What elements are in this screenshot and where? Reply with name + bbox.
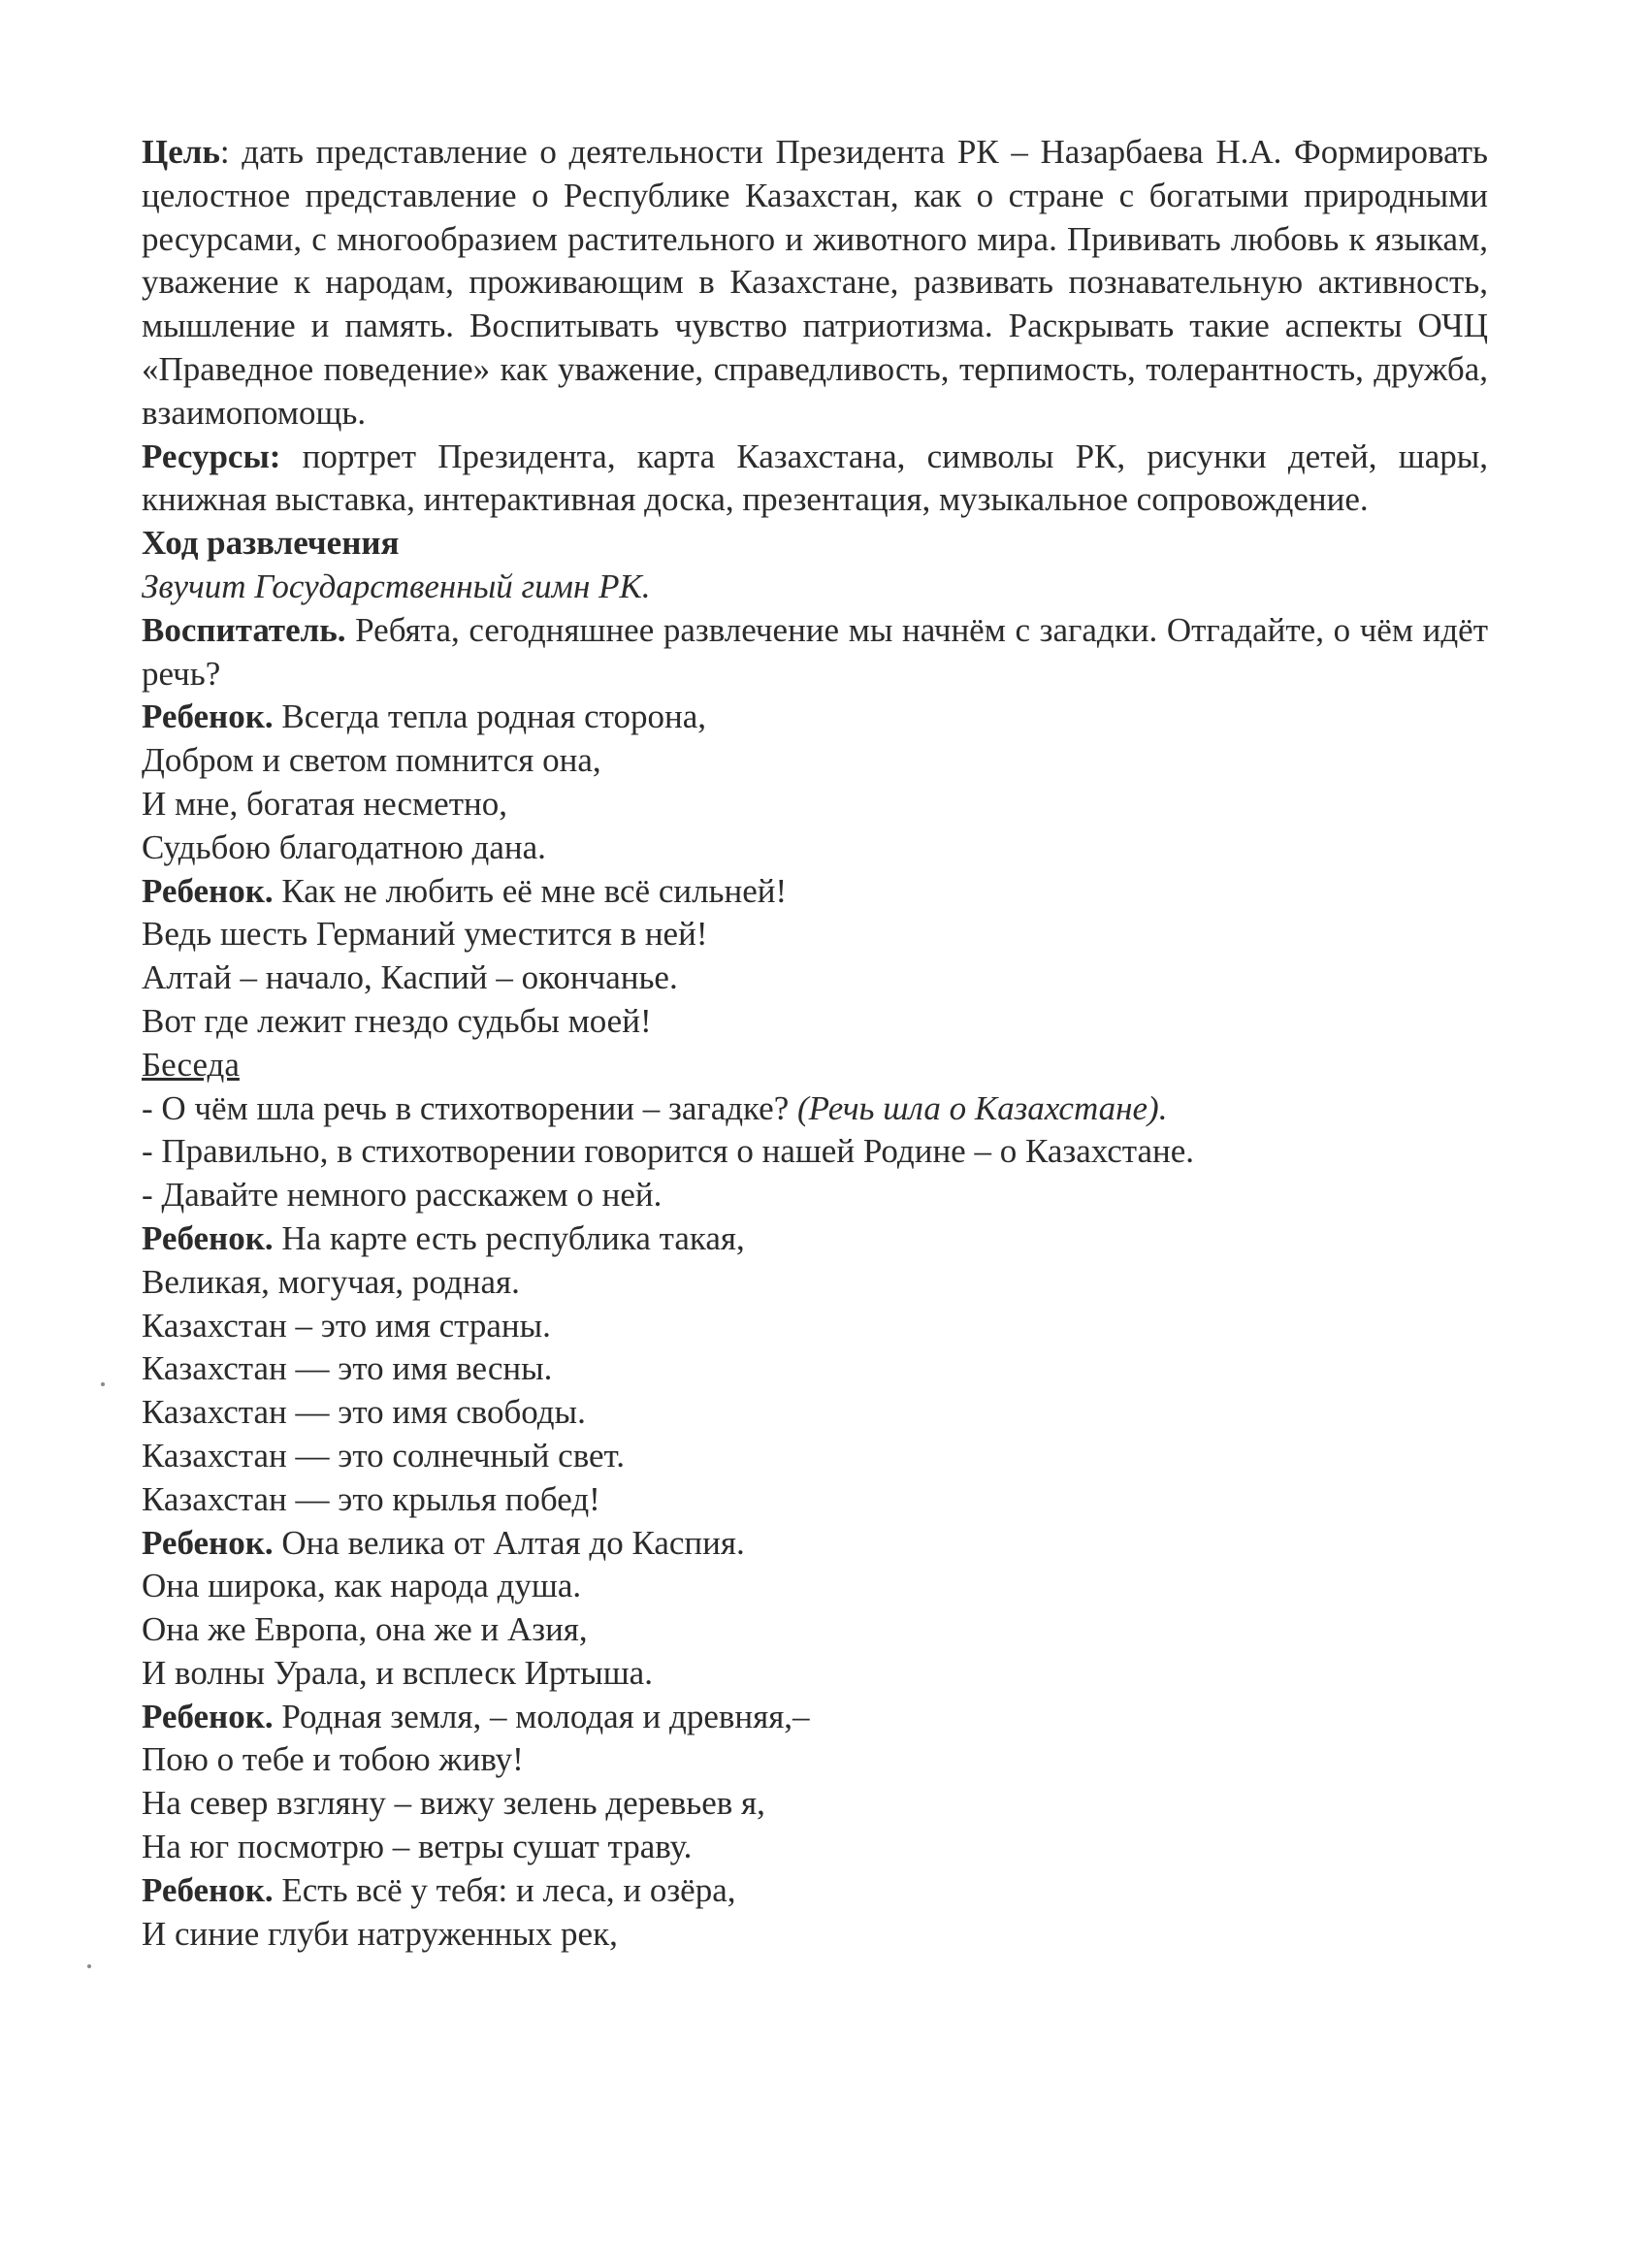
- poem-line: Ребенок. Родная земля, – молодая и древняя,–: [142, 1697, 810, 1735]
- conversation-line: - Правильно, в стихотворении говорится о нашей Родине – о Казахстане.: [142, 1132, 1195, 1171]
- child-label: Ребенок.: [142, 1697, 274, 1735]
- poem-line: Ведь шесть Германий уместится в ней!: [142, 915, 708, 954]
- document-page: [142, 131, 1488, 1956]
- child-label: Ребенок.: [142, 1523, 274, 1562]
- goal-paragraph: [142, 131, 1488, 436]
- poem-line: Ребенок. Всегда тепла родная сторона,: [142, 697, 707, 736]
- poem-line: Пою о тебе и тобою живу!: [142, 1740, 524, 1779]
- conversation-line: - Давайте немного расскажем о ней.: [142, 1176, 663, 1215]
- poem-line: Казахстан — это имя весны.: [142, 1349, 553, 1388]
- poem-line: Казахстан — это солнечный свет.: [142, 1436, 625, 1474]
- poem-line: Ребенок. Она велика от Алтая до Каспия.: [142, 1523, 745, 1562]
- goal-text: : дать представление о деятельности Президента РК – Назарбаева Н.А. Формировать целостное представление о Республике Казахстан, как о стране с богатыми природными ресурсами, с многообразием растительного и животного мира. Прививать любовь к языкам, уважение к народам, проживающим в Казахстане, развивать познавательную активность, мышление и память. Воспитывать чувство патриотизма. Раскрывать такие аспекты ОЧЦ «Праведное поведение» как уважение, справедливость, терпимость, толерантность, дружба, взаимопомощь.: [142, 133, 1488, 432]
- child-label: Ребенок.: [142, 697, 274, 736]
- conversation-question: - О чём шла речь в стихотворении – загадке? (Речь шла о Казахстане).: [142, 1088, 1168, 1127]
- goal-label: Цель: [142, 133, 220, 171]
- teacher-label: Воспитатель.: [142, 610, 346, 649]
- poem-line: Вот где лежит гнездо судьбы моей!: [142, 1001, 652, 1040]
- poem-line: И мне, богатая несметно,: [142, 784, 507, 823]
- poem-line: Великая, могучая, родная.: [142, 1262, 520, 1301]
- conversation-title: Беседа: [142, 1045, 240, 1084]
- poem-line: Алтай – начало, Каспий – окончанье.: [142, 958, 678, 997]
- poem-line: На юг посмотрю – ветры сушат траву.: [142, 1828, 693, 1866]
- child-label: Ребенок.: [142, 871, 274, 910]
- poem-line: И волны Урала, и всплеск Иртыша.: [142, 1653, 653, 1692]
- child-label: Ребенок.: [142, 1218, 274, 1257]
- resources-paragraph: [142, 436, 1488, 523]
- scan-speck: [101, 1382, 105, 1386]
- poem-line: Она широка, как народа душа.: [142, 1567, 582, 1605]
- poem-line: Добром и светом помнится она,: [142, 741, 601, 780]
- poem-line: И синие глуби натруженных рек,: [142, 1914, 618, 1953]
- scan-speck: [87, 1964, 91, 1968]
- teacher-text: Ребята, сегодняшнее развлечение мы начнём с загадки. Отгадайте, о чём идёт речь?: [142, 610, 1488, 693]
- resources-label: Ресурсы:: [142, 437, 281, 475]
- poem-line: Она же Европа, она же и Азия,: [142, 1610, 588, 1649]
- resources-text: портрет Президента, карта Казахстана, символы РК, рисунки детей, шары, книжная выставка, интерактивная доска, презентация, музыкальное сопровождение.: [142, 437, 1488, 519]
- poem-line: Судьбою благодатною дана.: [142, 827, 546, 866]
- poem-line: Ребенок. Как не любить её мне всё сильней!: [142, 871, 788, 910]
- poem-line: Ребенок. На карте есть республика такая,: [142, 1218, 745, 1257]
- poem-line: Казахстан – это имя страны.: [142, 1306, 551, 1345]
- poem-line: На север взгляну – вижу зелень деревьев я,: [142, 1784, 765, 1823]
- conversation-answer: (Речь шла о Казахстане).: [797, 1088, 1168, 1127]
- poem-line: Казахстан — это имя свободы.: [142, 1393, 586, 1432]
- anthem-note: Звучит Государственный гимн РК.: [142, 567, 651, 605]
- teacher-paragraph: [142, 609, 1488, 697]
- section-heading: Ход развлечения: [142, 524, 400, 563]
- poem-line: Казахстан — это крылья побед!: [142, 1479, 600, 1518]
- child-label: Ребенок.: [142, 1870, 274, 1909]
- poem-line: Ребенок. Есть всё у тебя: и леса, и озёра,: [142, 1870, 736, 1909]
